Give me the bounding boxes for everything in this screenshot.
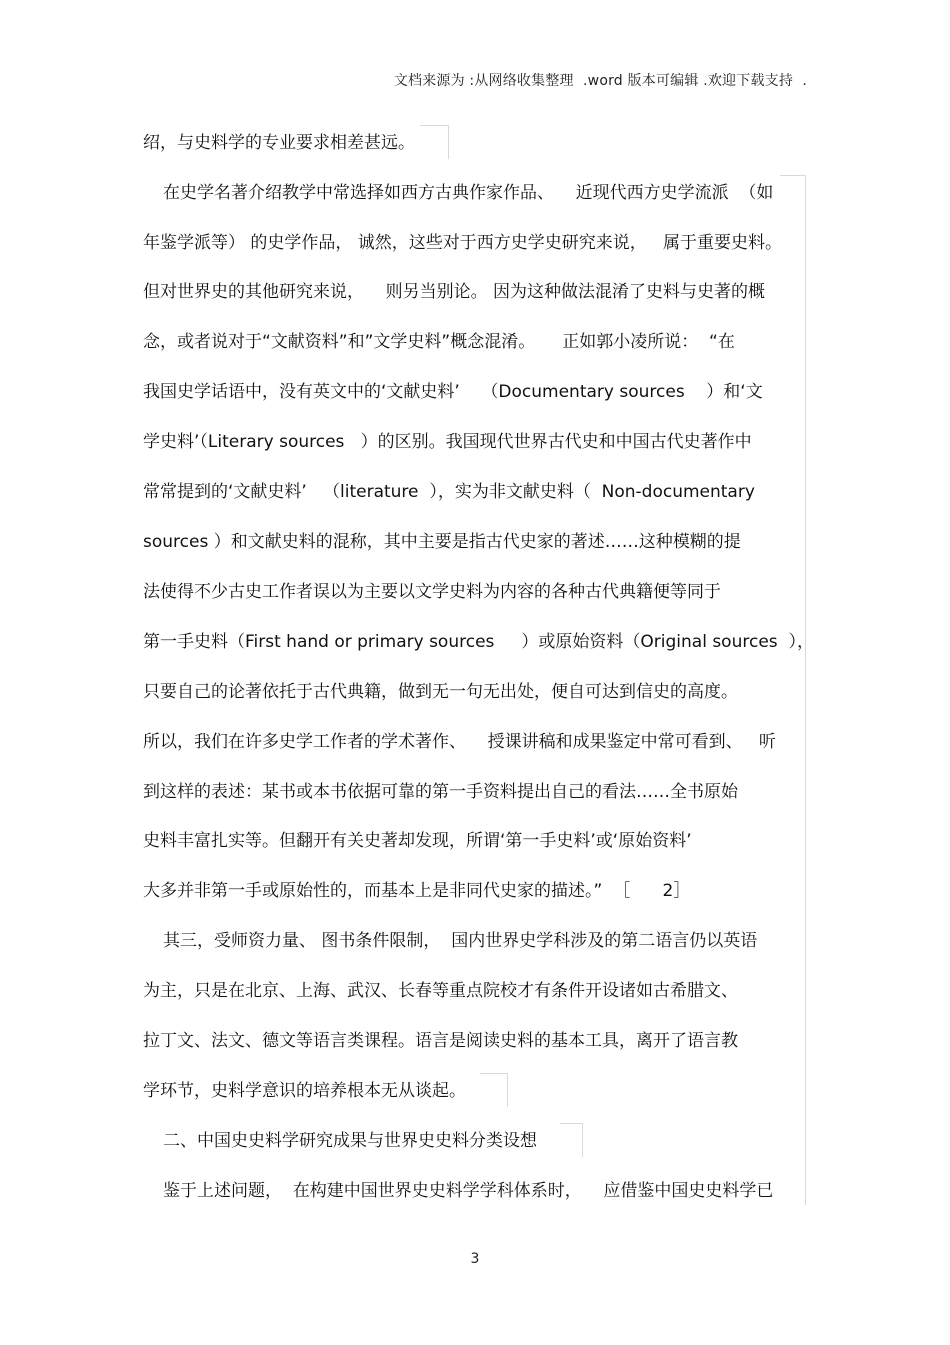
scan-rule xyxy=(507,1073,508,1107)
section-heading: 二、中国史史料学研究成果与世界史史料分类设想 xyxy=(163,1131,537,1151)
scan-rule xyxy=(582,1123,583,1157)
text-line: 到这样的表述：某书或本书依据可靠的第一手资料提出自己的看法……全书原始 xyxy=(143,782,738,802)
text-line: 绍，与史料学的专业要求相差甚远。 xyxy=(143,133,415,153)
text-line: 学环节，史料学意识的培养根本无从谈起。 xyxy=(143,1081,466,1101)
text-line: sources ）和文献史料的混称，其中主要是指古代史家的著述……这种模糊的提 xyxy=(143,532,741,552)
scan-rule xyxy=(805,175,806,1205)
text-line: 法使得不少古史工作者误以为主要以文学史料为内容的各种古代典籍便等同于 xyxy=(143,582,721,602)
text-line: 鉴于上述问题， 在构建中国世界史史料学学科体系时， 应借鉴中国史史料学已 xyxy=(163,1181,774,1201)
text-line: 大多并非第一手或原始性的，而基本上是非同代史家的描述。” ［ 2］ xyxy=(143,881,691,901)
text-line: 其三，受师资力量、 图书条件限制， 国内世界史学科涉及的第二语言仍以英语 xyxy=(163,931,758,951)
text-line: 但对世界史的其他研究来说， 则另当别论。 因为这种做法混淆了史料与史著的概 xyxy=(143,282,766,302)
scan-rule xyxy=(480,1073,508,1074)
text-line: 念，或者说对于“文献资料”和”文学史料”概念混淆。 正如郭小凌所说： “在 xyxy=(143,332,735,352)
page-number: 3 xyxy=(470,1251,480,1267)
text-line: 第一手史料（First hand or primary sources ）或原始资料（Original sources ）， xyxy=(143,632,814,652)
text-line: 常常提到的‘文献史料’ （literature ），实为非文献史料（ Non-documentary xyxy=(143,482,755,502)
text-line: 拉丁文、法文、德文等语言类课程。语言是阅读史料的基本工具，离开了语言教 xyxy=(143,1031,738,1051)
text-line: 我国史学话语中，没有英文中的‘文献史料’ （Documentary sources ）和‘文 xyxy=(143,382,763,402)
scan-rule xyxy=(780,175,805,176)
scan-rule xyxy=(560,1123,582,1124)
text-line: 在史学名著介绍教学中常选择如西方古典作家作品、 近现代西方史学流派 （如 xyxy=(163,183,774,203)
scan-rule xyxy=(448,125,449,159)
text-line: 史料丰富扎实等。但翻开有关史著却发现，所谓‘第一手史料’或‘原始资料’ xyxy=(143,831,692,851)
text-line: 学史料’（Literary sources ）的区别。我国现代世界古代史和中国古代史著作中 xyxy=(143,432,752,452)
text-line: 只要自己的论著依托于古代典籍，做到无一句无出处，便自可达到信史的高度。 xyxy=(143,682,738,702)
text-line: 年鉴学派等） 的史学作品， 诚然，这些对于西方史学史研究来说， 属于重要史料。 xyxy=(143,233,783,253)
page-header: 文档来源为 :从网络收集整理 .word 版本可编辑 .欢迎下载支持 . xyxy=(393,73,807,89)
text-line: 为主，只是在北京、上海、武汉、长春等重点院校才有条件开设诸如古希腊文、 xyxy=(143,981,738,1001)
text-line: 所以，我们在许多史学工作者的学术著作、 授课讲稿和成果鉴定中常可看到、 听 xyxy=(143,732,776,752)
scan-rule xyxy=(420,125,448,126)
